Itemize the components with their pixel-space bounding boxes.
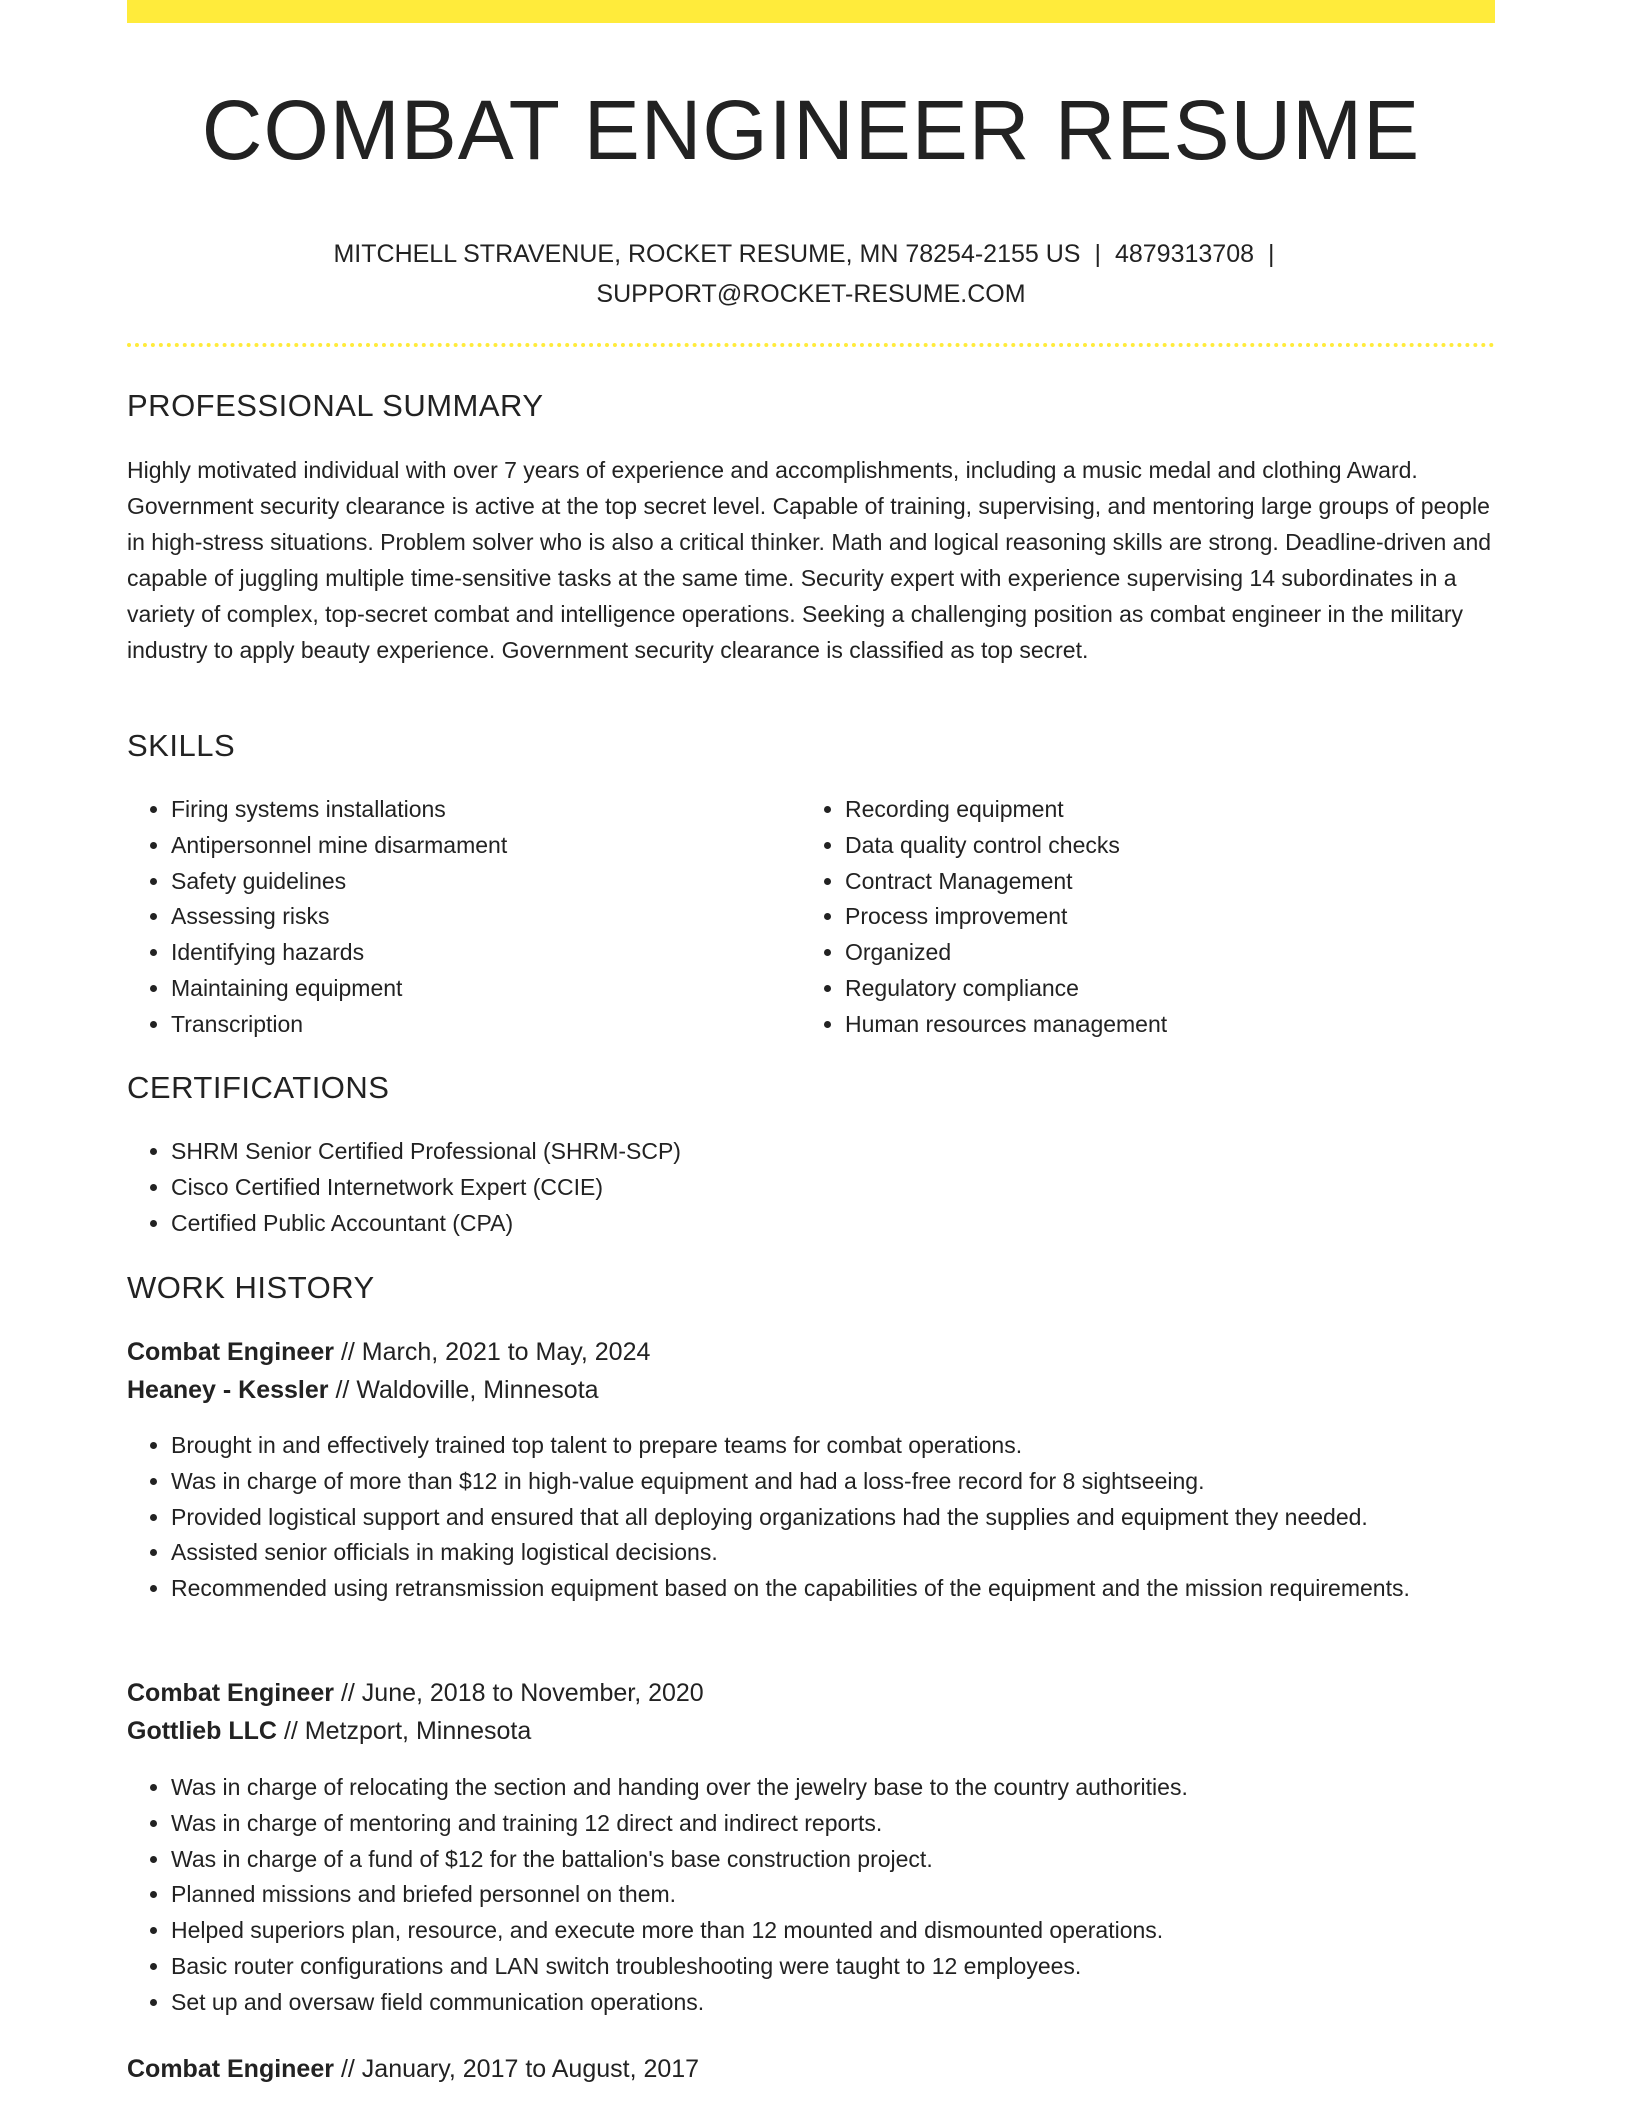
section-title-work-history: WORK HISTORY (127, 1270, 375, 1305)
section-title-summary: PROFESSIONAL SUMMARY (127, 388, 544, 423)
section-title-skills: SKILLS (127, 728, 236, 763)
contact-phone: 4879313708 (1114, 240, 1255, 268)
job-bullet: • Was in charge of a fund of $12 for the battalion's base construction project. (171, 1842, 1495, 1878)
job-dates: June, 2018 to November, 2020 (361, 1679, 704, 1707)
contact-line-1 (127, 234, 1495, 274)
job-bullet: • Recommended using retransmission equipment based on the capabilities of the equipment and the mission requirements. (171, 1571, 1495, 1607)
dotted-divider (127, 343, 1495, 347)
job-separator: // (340, 1679, 355, 1707)
job-role: Combat Engineer (127, 1679, 334, 1707)
job-bullets (127, 1428, 1495, 1607)
job-company-line (127, 1371, 650, 1409)
job-company-line (127, 1712, 704, 1750)
skill-item: • Organized (845, 935, 1485, 971)
job-header (127, 1333, 650, 1409)
job-bullet: • Planned missions and briefed personnel on them. (171, 1877, 1495, 1913)
job-role-line (127, 1674, 704, 1712)
job-role: Combat Engineer (127, 2055, 334, 2083)
job-bullet: • Was in charge of more than $12 in high-value equipment and had a loss-free record for 8 sightseeing. (171, 1464, 1495, 1500)
certification-item: • Cisco Certified Internetwork Expert (CCIE) (171, 1170, 1495, 1206)
contact-address: MITCHELL STRAVENUE, ROCKET RESUME, MN 78254-2155 US (333, 240, 1081, 268)
resume-title: COMBAT ENGINEER RESUME (201, 83, 1421, 177)
skill-item: • Regulatory compliance (845, 971, 1485, 1007)
job-bullet: • Was in charge of mentoring and training 12 direct and indirect reports. (171, 1806, 1495, 1842)
skill-item: • Antipersonnel mine disarmament (171, 828, 791, 864)
skill-item: • Identifying hazards (171, 935, 791, 971)
job-company: Gottlieb LLC (127, 1717, 277, 1745)
certification-item: • SHRM Senior Certified Professional (SHRM-SCP) (171, 1134, 1495, 1170)
job-separator: // (340, 2055, 355, 2083)
job-separator: // (283, 1717, 298, 1745)
job-bullet: • Was in charge of relocating the section and handing over the jewelry base to the country authorities. (171, 1770, 1495, 1806)
job-separator: // (335, 1376, 350, 1404)
skill-item: • Human resources management (845, 1007, 1485, 1043)
job-separator: // (340, 1338, 355, 1366)
job-bullet: • Assisted senior officials in making logistical decisions. (171, 1535, 1495, 1571)
skill-item: • Firing systems installations (171, 792, 791, 828)
job-role: Combat Engineer (127, 1338, 334, 1366)
summary-text: Highly motivated individual with over 7 years of experience and accomplishments, including a music medal and clothing Award. Government security clearance is active at the top secret level. Capable of training, supervising, and mentoring large groups of people in high-stress situations. Problem solver who is also a critical thinker. Math and logical reasoning skills are strong. Deadline-driven and capable of juggling multiple time-sensitive tasks at the same time. Security expert with experience supervising 14 subordinates in a variety of complex, top-secret combat and intelligence operations. Seeking a challenging position as combat engineer in the military industry to apply beauty experience. Government security clearance is classified as top secret. (127, 457, 1492, 663)
job-header (127, 2050, 699, 2088)
job-bullet: • Provided logistical support and ensured that all deploying organizations had the supplies and equipment they needed. (171, 1500, 1495, 1536)
certification-item: • Certified Public Accountant (CPA) (171, 1206, 1495, 1242)
skill-item: • Data quality control checks (845, 828, 1485, 864)
skills-list-right (801, 792, 1485, 1043)
job-dates: January, 2017 to August, 2017 (361, 2055, 700, 2083)
job-bullet: • Set up and oversaw field communication operations. (171, 1985, 1495, 2021)
contact-separator: | (1268, 240, 1275, 268)
job-dates: March, 2021 to May, 2024 (361, 1338, 651, 1366)
job-bullet: • Brought in and effectively trained top talent to prepare teams for combat operations. (171, 1428, 1495, 1464)
skill-item: • Contract Management (845, 864, 1485, 900)
section-title-certifications: CERTIFICATIONS (127, 1070, 390, 1105)
contact-separator: | (1094, 240, 1101, 268)
job-role-line (127, 2050, 699, 2088)
top-accent-bar (127, 0, 1495, 23)
skill-item: • Process improvement (845, 899, 1485, 935)
skill-item: • Maintaining equipment (171, 971, 791, 1007)
contact-email[interactable]: SUPPORT@ROCKET-RESUME.COM (596, 280, 1026, 308)
contact-line-2 (127, 274, 1495, 314)
job-location: Waldoville, Minnesota (356, 1376, 599, 1404)
job-company: Heaney - Kessler (127, 1376, 329, 1404)
job-role-line (127, 1333, 650, 1371)
job-bullet: • Helped superiors plan, resource, and execute more than 12 mounted and dismounted operations. (171, 1913, 1495, 1949)
job-bullet: • Basic router configurations and LAN switch troubleshooting were taught to 12 employees. (171, 1949, 1495, 1985)
job-location: Metzport, Minnesota (304, 1717, 532, 1745)
skills-list-left (127, 792, 791, 1043)
contact-block (127, 234, 1495, 314)
certifications-list (127, 1134, 1495, 1241)
skill-item: • Recording equipment (845, 792, 1485, 828)
skill-item: • Transcription (171, 1007, 791, 1043)
skill-item: • Assessing risks (171, 899, 791, 935)
job-bullets (127, 1770, 1495, 2021)
skill-item: • Safety guidelines (171, 864, 791, 900)
job-header (127, 1674, 704, 1750)
